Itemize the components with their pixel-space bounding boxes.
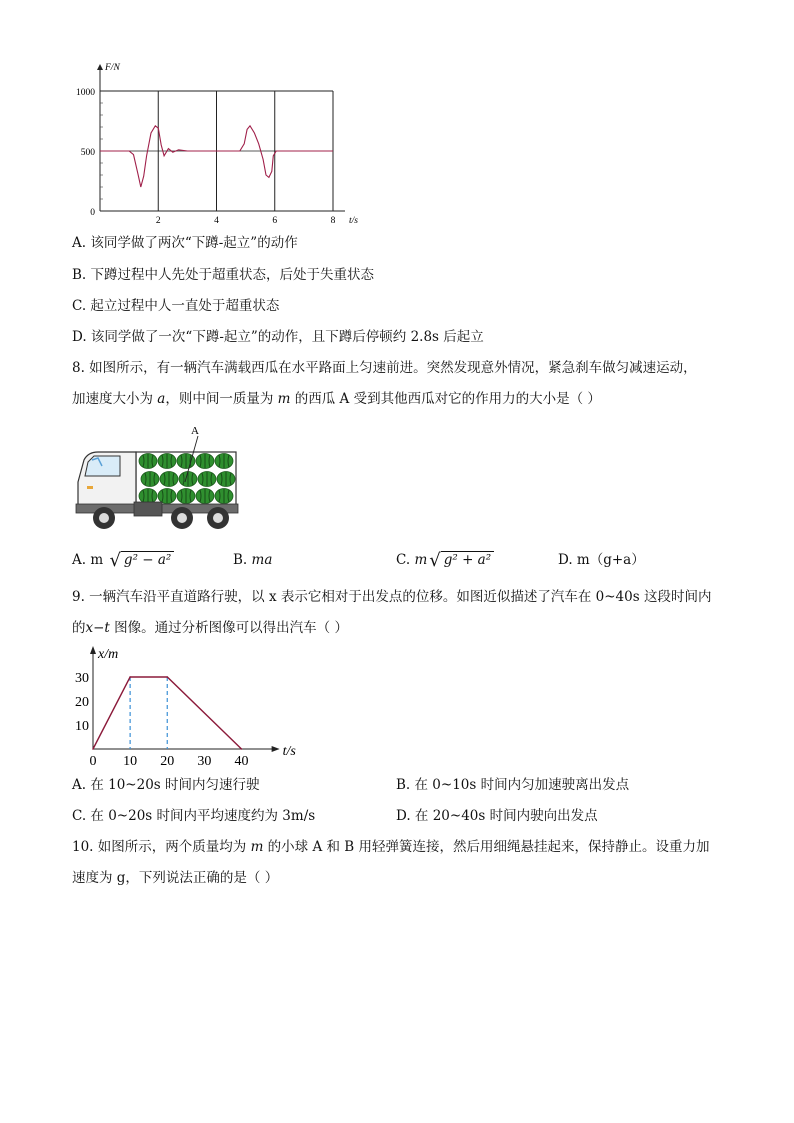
q9-text: 的 <box>72 620 86 636</box>
watermelon-icon <box>198 472 216 487</box>
x-axis-arrow-icon <box>272 746 280 752</box>
q9-option-a[interactable]: A. 在 10~20s 时间内匀速行驶 <box>72 777 260 793</box>
x-axis-label: t/s <box>349 216 358 226</box>
q8-var-a: a <box>157 391 166 407</box>
q9-var-xt: x−t <box>85 620 110 636</box>
y-axis-arrow-icon <box>90 646 96 654</box>
watermelon-icon <box>177 489 195 504</box>
watermelon-a-label: A <box>191 425 199 437</box>
watermelon-icon <box>215 489 233 504</box>
truck-wheel-icon <box>207 507 229 529</box>
q8-var-m: m <box>277 391 291 407</box>
force-time-chart <box>64 58 374 228</box>
q7-option-d[interactable]: D. 该同学做了一次“下蹲-起立”的动作，且下蹲后停顿约 2.8s 后起立 <box>72 329 484 345</box>
q8-text: 加速度大小为 <box>72 391 158 407</box>
watermelon-icon <box>158 454 176 469</box>
q8-option-b-value: ma <box>251 552 273 568</box>
xt-data-point <box>129 676 131 678</box>
q8-option-a-radicand: g² − a² <box>121 551 174 568</box>
y-tick-label: 1000 <box>76 88 95 98</box>
q10-text: 10. 如图所示，两个质量均为 <box>72 839 251 855</box>
q8-option-c-m: m <box>414 552 428 568</box>
watermelon-icon <box>158 489 176 504</box>
q9-stem-line2 <box>72 619 348 637</box>
q7-option-a[interactable]: A. 该同学做了两次“下蹲-起立”的动作 <box>72 235 298 251</box>
q8-option-b[interactable] <box>233 551 272 569</box>
q9-text: 图像。通过分析图像可以得出汽车（ ） <box>109 620 348 636</box>
y-tick-label: 20 <box>75 695 89 710</box>
xt-data-point <box>166 676 168 678</box>
watermelon-icon <box>141 472 159 487</box>
truck-wheel-icon <box>171 507 193 529</box>
q8-text: 的西瓜 A 受到其他西瓜对它的作用力的大小是（ ） <box>290 391 601 407</box>
x-tick-label: 8 <box>330 216 336 226</box>
q9-option-d[interactable]: D. 在 20~40s 时间内驶向出发点 <box>396 808 598 824</box>
y-tick-label: 0 <box>90 208 95 218</box>
x-tick-label: 4 <box>214 216 219 226</box>
xt-data-point <box>241 748 243 750</box>
x-tick-label: 0 <box>89 754 97 769</box>
q8-option-a[interactable] <box>72 551 174 570</box>
x-axis-label: t/s <box>282 744 296 759</box>
q8-option-c-radicand: g² + a² <box>441 551 494 568</box>
q8-text: ，则中间一质量为 <box>165 391 278 407</box>
q9-option-c[interactable]: C. 在 0~20s 时间内平均速度约为 3m/s <box>72 808 316 824</box>
y-axis-label: F/N <box>105 63 120 73</box>
sqrt-icon: √ <box>429 550 441 571</box>
y-axis-arrow-icon <box>97 64 103 70</box>
x-tick-label: 30 <box>197 754 212 769</box>
xt-chart <box>64 640 314 770</box>
watermelon-icon <box>217 472 235 487</box>
watermelon-icon <box>139 489 157 504</box>
sqrt-icon: √ <box>109 550 121 571</box>
y-tick-label: 30 <box>75 671 89 686</box>
x-tick-label: 20 <box>160 754 175 769</box>
watermelon-icon <box>196 454 214 469</box>
q8-option-c[interactable] <box>396 551 494 570</box>
y-tick-label: 10 <box>75 719 89 734</box>
q8-option-b-label: B. <box>233 552 252 568</box>
y-tick-label: 500 <box>80 148 95 158</box>
watermelon-icon <box>179 472 197 487</box>
watermelon-icon <box>196 489 214 504</box>
q10-text: 的小球 A 和 B 用轻弹簧连接，然后用细绳悬挂起来，保持静止。设重力加 <box>263 839 710 855</box>
q10-var-m: m <box>250 839 264 855</box>
watermelon-icon <box>160 472 178 487</box>
x-tick-label: 6 <box>272 216 278 226</box>
q7-option-b[interactable]: B. 下蹲过程中人先处于超重状态，后处于失重状态 <box>72 267 375 283</box>
watermelon-icon <box>215 454 233 469</box>
x-tick-label: 10 <box>123 754 138 769</box>
xt-data-point <box>92 748 94 750</box>
x-tick-label: 40 <box>234 754 249 769</box>
watermelon-truck-figure <box>74 422 244 532</box>
y-axis-label: x/m <box>98 647 119 662</box>
x-tick-label: 2 <box>155 216 161 226</box>
watermelon-icon <box>139 454 157 469</box>
q7-option-c[interactable]: C. 起立过程中人一直处于超重状态 <box>72 298 280 314</box>
q10-stem-line2: 速度为 g，下列说法正确的是（ ） <box>72 870 279 886</box>
truck-wheel-icon <box>93 507 115 529</box>
q10-stem-line1 <box>72 838 710 856</box>
q9-stem-line1: 9. 一辆汽车沿平直道路行驶，以 x 表示它相对于出发点的位移。如图近似描述了汽车在 0~40s 这段时间内 <box>72 589 712 605</box>
q9-option-b[interactable]: B. 在 0~10s 时间内匀加速驶离出发点 <box>396 777 630 793</box>
q8-option-d[interactable]: D. m（g+a） <box>558 552 645 568</box>
q8-stem-line2 <box>72 390 601 408</box>
q8-option-c-label: C. <box>396 552 415 568</box>
q8-option-a-label: A. m <box>72 552 104 568</box>
q8-stem-line1: 8. 如图所示，有一辆汽车满载西瓜在水平路面上匀速前进。突然发现意外情况，紧急刹车做匀减速运动， <box>72 360 697 376</box>
